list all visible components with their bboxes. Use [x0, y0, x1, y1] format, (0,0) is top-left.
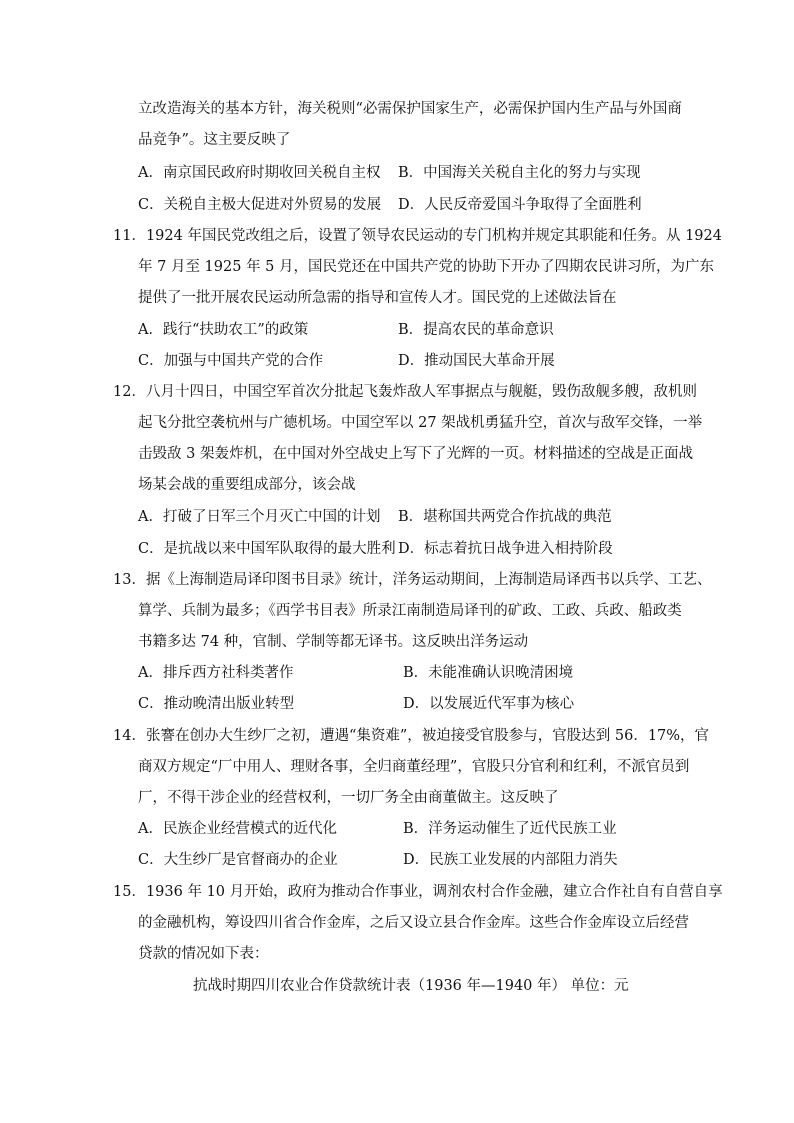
- q13-option-a[interactable]: A．排斥西方社科类著作: [138, 665, 294, 681]
- q13-stem-line-2: 算学、兵制为最多；《西学书目表》所录江南制造局译刊的矿政、工政、兵政、船政类: [138, 603, 682, 619]
- q10-option-c[interactable]: C．关税自主极大促进对外贸易的发展: [138, 197, 382, 213]
- q13-option-c[interactable]: C．推动晚清出版业转型: [138, 696, 295, 712]
- q12-option-b[interactable]: B．堪称国共两党合作抗战的典范: [398, 509, 612, 525]
- q10-stem-line-1: 立改造海关的基本方针，海关税则“必需保护国家生产，必需保护国内生产品与外国商: [138, 101, 682, 117]
- q11-option-b[interactable]: B．提高农民的革命意识: [398, 322, 554, 338]
- q15-table-caption: 抗战时期四川农业合作贷款统计表（1936 年—1940 年） 单位：元: [193, 978, 629, 994]
- q11-option-a[interactable]: A．践行“扶助农工”的政策: [138, 322, 309, 338]
- q14-option-a[interactable]: A．民族企业经营模式的近代化: [138, 821, 337, 837]
- q11-option-c[interactable]: C．加强与中国共产党的合作: [138, 353, 324, 369]
- q14-stem-line-1: 14．张謇在创办大生纱厂之初，遭遇“集资难”，被迫接受官股参与，官股达到 56．17%，官: [113, 728, 710, 744]
- q10-option-d[interactable]: D．人民反帝爱国斗争取得了全面胜利: [398, 197, 642, 213]
- q15-stem-line-3: 贷款的情况如下表：: [138, 946, 269, 962]
- q10-stem-line-2: 品竞争”。这主要反映了: [138, 132, 291, 148]
- q13-stem-line-1: 13．据《上海制造局译印图书目录》统计，洋务运动期间，上海制造局译西书以兵学、工艺、: [113, 572, 712, 588]
- q12-option-d[interactable]: D．标志着抗日战争进入相持阶段: [398, 541, 613, 557]
- q14-stem-line-2: 商双方规定“厂中用人、理财各事，全归商董经理”，官股只分官利和红利，不派官员到: [138, 759, 690, 775]
- q12-stem-line-2: 起飞分批空袭杭州与广德机场。中国空军以 27 架战机勇猛升空，首次与敌军交锋，一举: [138, 415, 703, 431]
- q13-option-b[interactable]: B．未能准确认识晚清困境: [403, 665, 574, 681]
- q12-stem-line-3: 击毁敌 3 架轰炸机，在中国对外空战史上写下了光辉的一页。材料描述的空战是正面战: [138, 446, 693, 462]
- q14-option-d[interactable]: D．民族工业发展的内部阻力消失: [403, 852, 618, 868]
- q12-stem-line-1: 12．八月十四日，中国空军首次分批起飞轰炸敌人军事据点与舰艇，毁伤敌舰多艘，敌机则: [113, 384, 697, 400]
- q11-stem-line-1: 11．1924 年国民党改组之后，设置了领导农民运动的专门机构并规定其职能和任务。从 1924: [113, 228, 722, 244]
- q12-option-c[interactable]: C．是抗战以来中国军队取得的最大胜利: [138, 541, 396, 557]
- q14-stem-line-3: 厂，不得干涉企业的经营权利，一切厂务全由商董做主。这反映了: [138, 790, 559, 806]
- q10-option-a[interactable]: A．南京国民政府时期收回关税自主权: [138, 165, 381, 181]
- q12-option-a[interactable]: A．打破了日军三个月灭亡中国的计划: [138, 509, 381, 525]
- q15-stem-line-1: 15．1936 年 10 月开始，政府为推动合作事业，调剂农村合作金融，建立合作社自有自营自享: [113, 884, 723, 900]
- q15-stem-line-2: 的金融机构，筹设四川省合作金库，之后又设立县合作金库。这些合作金库设立后经营: [138, 915, 689, 931]
- q11-stem-line-2: 年 7 月至 1925 年 5 月，国民党还在中国共产党的协助下开办了四期农民讲习所，为广东: [138, 259, 715, 275]
- q11-stem-line-3: 提供了一批开展农民运动所急需的指导和宣传人才。国民党的上述做法旨在: [138, 290, 617, 306]
- q13-stem-line-3: 书籍多达 74 种，官制、学制等都无译书。这反映出洋务运动: [138, 634, 529, 650]
- q12-stem-line-4: 场某会战的重要组成部分，该会战: [138, 477, 356, 493]
- q14-option-c[interactable]: C．大生纱厂是官督商办的企业: [138, 852, 338, 868]
- q14-option-b[interactable]: B．洋务运动催生了近代民族工业: [403, 821, 617, 837]
- q10-option-b[interactable]: B．中国海关关税自主化的努力与实现: [398, 165, 641, 181]
- q11-option-d[interactable]: D．推动国民大革命开展: [398, 353, 555, 369]
- q13-option-d[interactable]: D．以发展近代军事为核心: [403, 696, 575, 712]
